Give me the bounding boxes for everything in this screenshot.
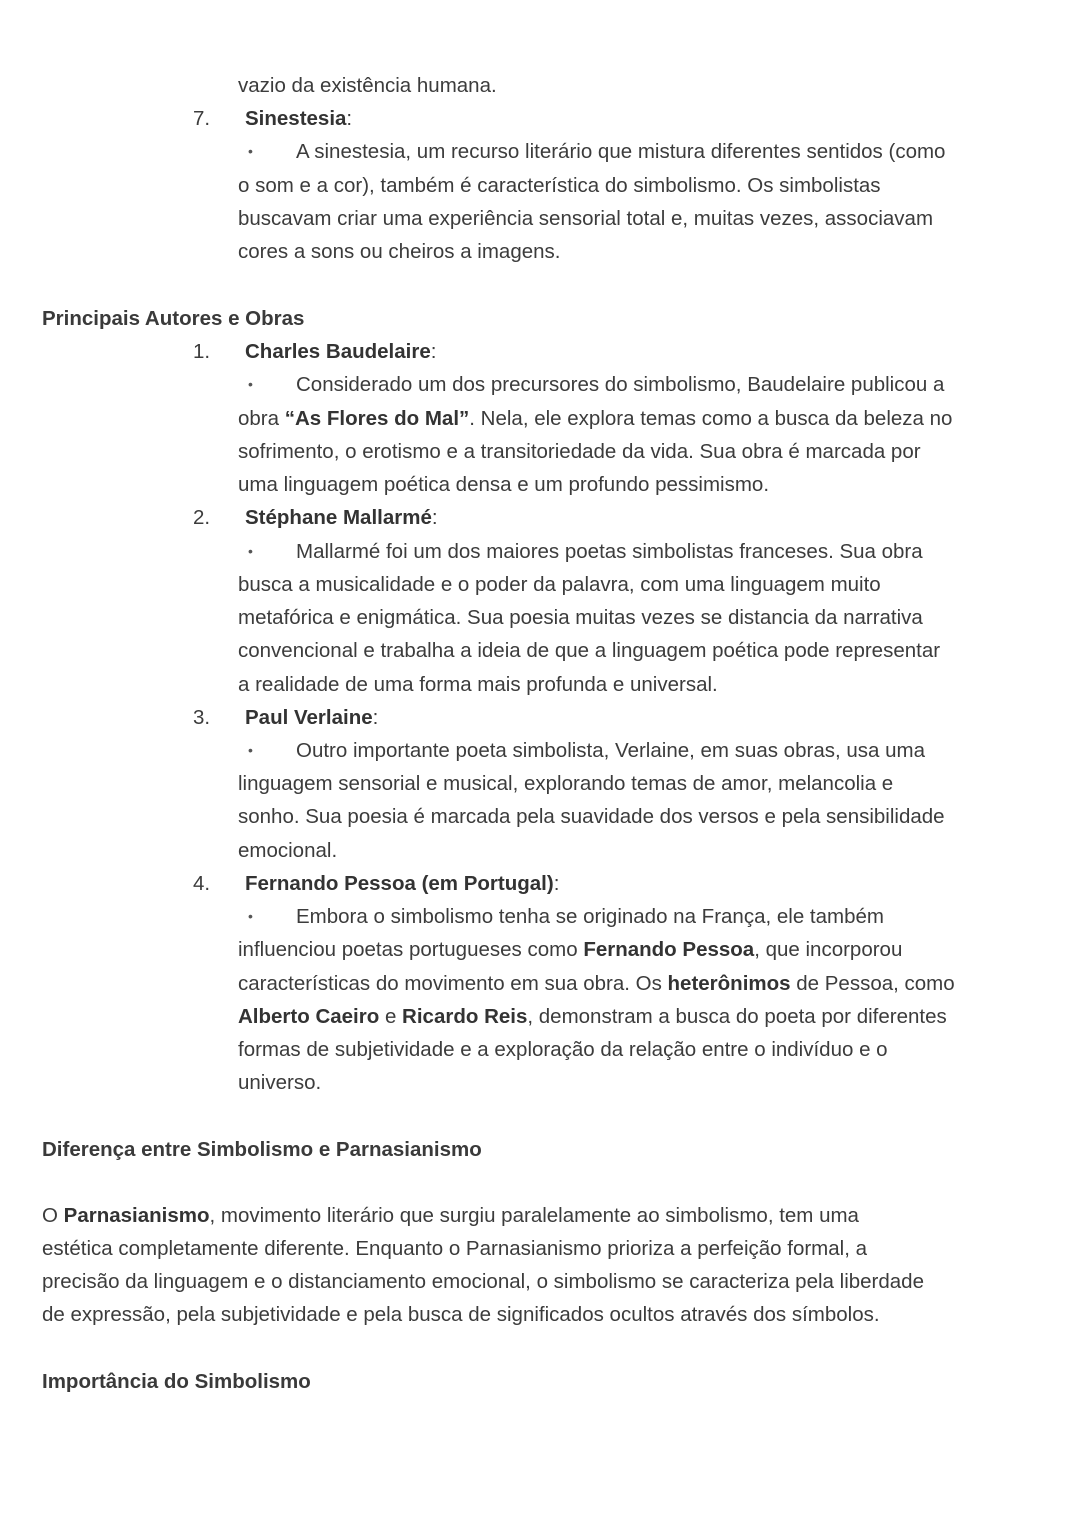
paragraph-line: estética completamente diferente. Enquanto o Parnasianismo prioriza a perfeição formal, a <box>42 1237 868 1260</box>
paragraph-line: Embora o simbolismo tenha se originado na França, ele também <box>296 905 884 928</box>
item-title-bold: Fernando Pessoa (em Portugal) <box>245 872 554 895</box>
text-span: , movimento literário que surgiu paralelamente ao simbolismo, tem uma <box>209 1204 859 1227</box>
item-title-bold: Charles Baudelaire <box>245 340 431 363</box>
text-span: e <box>379 1005 403 1028</box>
paragraph-line: Mallarmé foi um dos maiores poetas simbolistas franceses. Sua obra <box>296 540 923 563</box>
list-number: 1. <box>193 340 211 363</box>
text-span: , que incorporou <box>754 938 903 961</box>
list-item-title <box>245 867 559 900</box>
item-title-suffix: : <box>431 506 438 529</box>
paragraph-line: busca a musicalidade e o poder da palavra, com uma linguagem muito <box>238 573 881 596</box>
bullet-icon: • <box>248 376 253 392</box>
list-number: 3. <box>193 706 211 729</box>
paragraph-line <box>42 1199 859 1232</box>
item-title-suffix: : <box>372 706 379 729</box>
item-title-bold: Sinestesia <box>245 107 347 130</box>
paragraph-line <box>238 402 952 435</box>
paragraph-line: formas de subjetividade e a exploração da relação entre o indivíduo e o <box>238 1038 888 1061</box>
item-title-bold: Paul Verlaine <box>245 706 373 729</box>
paragraph-line: sofrimento, o erotismo e a transitoriedade da vida. Sua obra é marcada por <box>238 440 921 463</box>
list-item-title <box>245 102 352 135</box>
paragraph-line: uma linguagem poética densa e um profundo pessimismo. <box>238 473 770 496</box>
item-title-suffix: : <box>430 340 437 363</box>
text-span: obra <box>238 407 285 430</box>
bullet-icon: • <box>248 742 253 758</box>
bullet-icon: • <box>248 908 253 924</box>
paragraph-line: precisão da linguagem e o distanciamento emocional, o simbolismo se caracteriza pela liberdade <box>42 1270 924 1293</box>
text-span: de Pessoa, como <box>790 972 955 995</box>
paragraph-line: a realidade de uma forma mais profunda e universal. <box>238 673 718 696</box>
term-bold: Parnasianismo <box>63 1204 210 1227</box>
paragraph-line: linguagem sensorial e musical, explorando temas de amor, melancolia e <box>238 772 894 795</box>
list-number: 2. <box>193 506 211 529</box>
section-heading-importance: Importância do Simbolismo <box>42 1370 311 1393</box>
text-span: características do movimento em sua obra. Os <box>238 972 668 995</box>
paragraph-line: A sinestesia, um recurso literário que mistura diferentes sentidos (como <box>296 140 946 163</box>
section-heading-difference: Diferença entre Simbolismo e Parnasianismo <box>42 1138 482 1161</box>
paragraph-line <box>238 933 902 966</box>
bullet-icon: • <box>248 143 253 159</box>
paragraph-line: convencional e trabalha a ideia de que a linguagem poética pode representar <box>238 639 941 662</box>
list-item-title <box>245 701 378 734</box>
paragraph-line: sonho. Sua poesia é marcada pela suavidade dos versos e pela sensibilidade <box>238 805 945 828</box>
paragraph-line: metafórica e enigmática. Sua poesia muitas vezes se distancia da narrativa <box>238 606 923 629</box>
list-number: 7. <box>193 107 211 130</box>
paragraph-line: universo. <box>238 1071 322 1094</box>
paragraph-line: vazio da existência humana. <box>238 74 497 97</box>
paragraph-line: buscavam criar uma experiência sensorial total e, muitas vezes, associavam <box>238 207 934 230</box>
text-span: influenciou poetas portugueses como <box>238 938 584 961</box>
name-bold: Ricardo Reis <box>402 1005 528 1028</box>
item-title-bold: Stéphane Mallarmé <box>245 506 432 529</box>
section-heading-authors: Principais Autores e Obras <box>42 307 305 330</box>
book-title-bold: “As Flores do Mal” <box>284 407 470 430</box>
paragraph-line: de expressão, pela subjetividade e pela busca de significados ocultos através dos símbolos. <box>42 1303 880 1326</box>
bullet-icon: • <box>248 543 253 559</box>
paragraph-line: Considerado um dos precursores do simbolismo, Baudelaire publicou a <box>296 373 945 396</box>
paragraph-line: emocional. <box>238 839 338 862</box>
item-title-suffix: : <box>346 107 353 130</box>
paragraph-line: cores a sons ou cheiros a imagens. <box>238 240 561 263</box>
paragraph-line: Outro importante poeta simbolista, Verlaine, em suas obras, usa uma <box>296 739 925 762</box>
item-title-suffix: : <box>553 872 560 895</box>
list-item-title <box>245 501 438 534</box>
list-number: 4. <box>193 872 211 895</box>
term-bold: heterônimos <box>667 972 791 995</box>
text-span: , demonstram a busca do poeta por diferentes <box>527 1005 947 1028</box>
name-bold: Alberto Caeiro <box>238 1005 380 1028</box>
paragraph-line <box>238 1000 947 1033</box>
name-bold: Fernando Pessoa <box>583 938 755 961</box>
paragraph-line <box>238 967 955 1000</box>
text-span: . Nela, ele explora temas como a busca da beleza no <box>469 407 953 430</box>
list-item-title <box>245 335 436 368</box>
paragraph-line: o som e a cor), também é característica do simbolismo. Os simbolistas <box>238 174 881 197</box>
text-span: O <box>42 1204 64 1227</box>
